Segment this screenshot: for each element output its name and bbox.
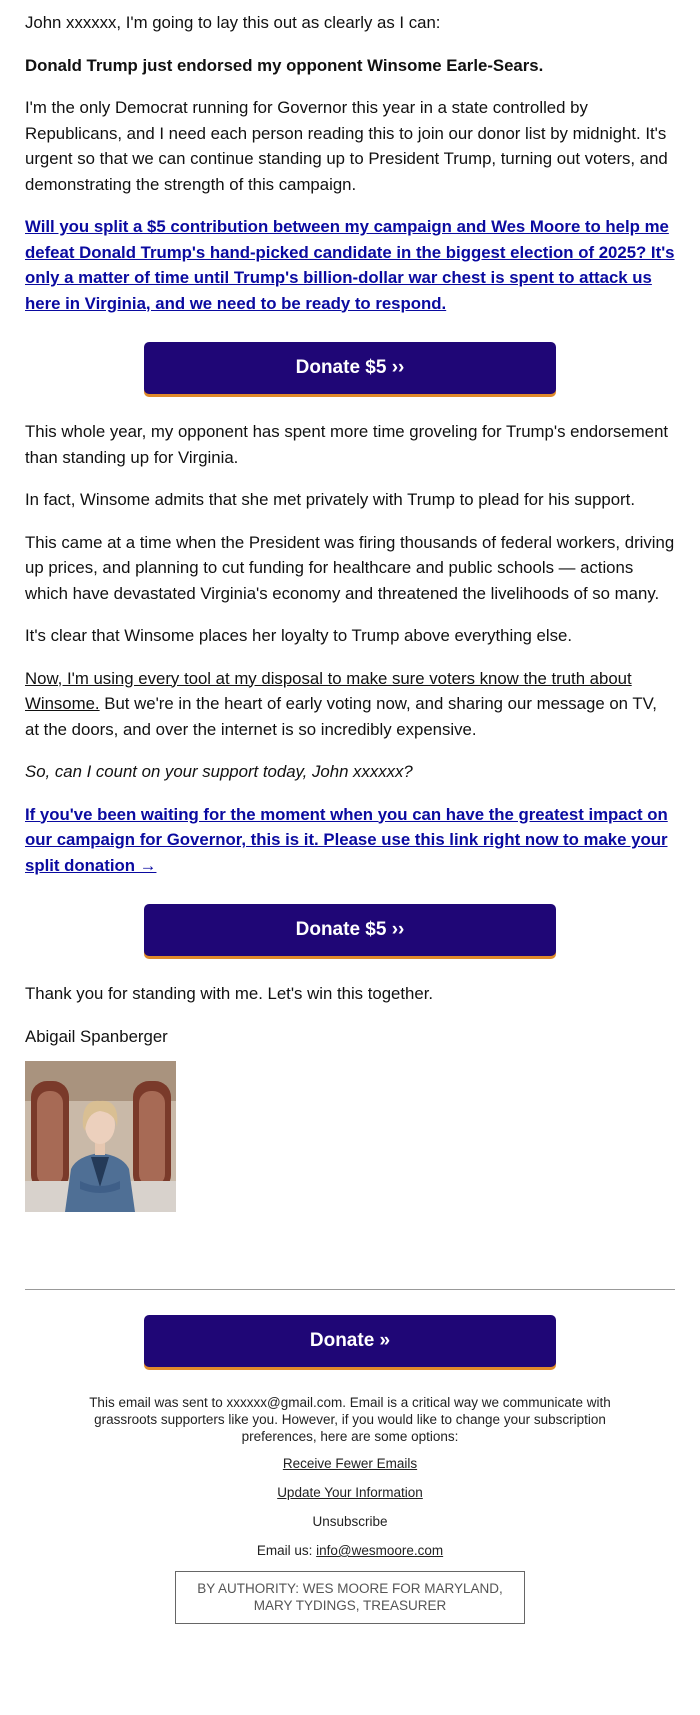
support-question: So, can I count on your support today, John xxxxxx? xyxy=(25,762,413,781)
every-tool-link[interactable]: Now, I'm using every tool at my disposal to make sure voters know the truth about Winsome. xyxy=(25,668,632,713)
greeting: John xxxxxx, I'm going to lay this out as clearly as I can: xyxy=(25,13,441,32)
paragraph-groveling: This whole year, my opponent has spent more time groveling for Trump's endorsement than standing up for Virginia. xyxy=(25,422,669,467)
paragraph-donor-list: I'm the only Democrat running for Governor this year in a state controlled by Republicans, and I need each person reading this to join our donor list by midnight. It's urgent so that we can continue standing up to President Trump, turning out voters, and demonstrating the strength of this campaign. xyxy=(25,98,668,194)
footer-divider xyxy=(25,1289,675,1290)
paragraph-met-privately: In fact, Winsome admits that she met privately with Trump to plead for his support. xyxy=(25,490,635,509)
receive-fewer-emails-link[interactable]: Receive Fewer Emails xyxy=(282,1456,418,1471)
early-voting-text: But we're in the heart of early voting now, and sharing our message on TV, at the doors, and over the internet is so incredibly expensive. xyxy=(25,694,657,739)
paragraph-every-tool xyxy=(25,666,675,743)
paragraph-firing-workers: This came at a time when the President was firing thousands of federal workers, driving up prices, and planning to cut funding for healthcare and public schools — actions which have devastated Virginia's economy and threatened the livelihoods of so many. xyxy=(25,532,675,603)
unsubscribe-link[interactable]: Unsubscribe xyxy=(312,1514,388,1529)
authority-disclaimer: BY AUTHORITY: WES MOORE FOR MARYLAND, MARY TYDINGS, TREASURER xyxy=(175,1571,525,1624)
thank-you-text: Thank you for standing with me. Let's win this together. xyxy=(25,984,434,1003)
footer xyxy=(0,1394,700,1624)
update-information-link[interactable]: Update Your Information xyxy=(277,1485,423,1500)
donate-5-button[interactable]: Donate $5 ›› xyxy=(144,342,556,394)
split-contribution-link[interactable]: Will you split a $5 contribution between my campaign and Wes Moore to help me defeat Donald Trump's hand-picked candidate in the biggest election of 2025? It's only a matter of time until Trump's billion-dollar war chest is spent to attack us here in Virginia, and we need to be ready to respond. xyxy=(25,217,675,313)
headline: Donald Trump just endorsed my opponent Winsome Earle-Sears. xyxy=(25,55,544,75)
donate-5-button-2[interactable]: Donate $5 ›› xyxy=(144,904,556,956)
email-us-label: Email us: xyxy=(256,1543,317,1558)
subscription-notice: This email was sent to xxxxxx@gmail.com. Email is a critical way we communicate with grassroots supporters like you. However, if you would like to change your subscription preferences, here are some options: xyxy=(89,1395,611,1444)
footer-donate-button[interactable]: Donate » xyxy=(144,1315,556,1367)
candidate-photo xyxy=(25,1061,176,1212)
signature: Abigail Spanberger xyxy=(25,1026,168,1046)
email-us-link[interactable]: info@wesmoore.com xyxy=(316,1543,444,1558)
paragraph-loyalty: It's clear that Winsome places her loyalty to Trump above everything else. xyxy=(25,626,572,645)
footer-links xyxy=(60,1455,640,1559)
split-donation-link[interactable]: If you've been waiting for the moment when you can have the greatest impact on our campaign for Governor, this is it. Please use this link right now to make your split donation → xyxy=(25,804,668,875)
